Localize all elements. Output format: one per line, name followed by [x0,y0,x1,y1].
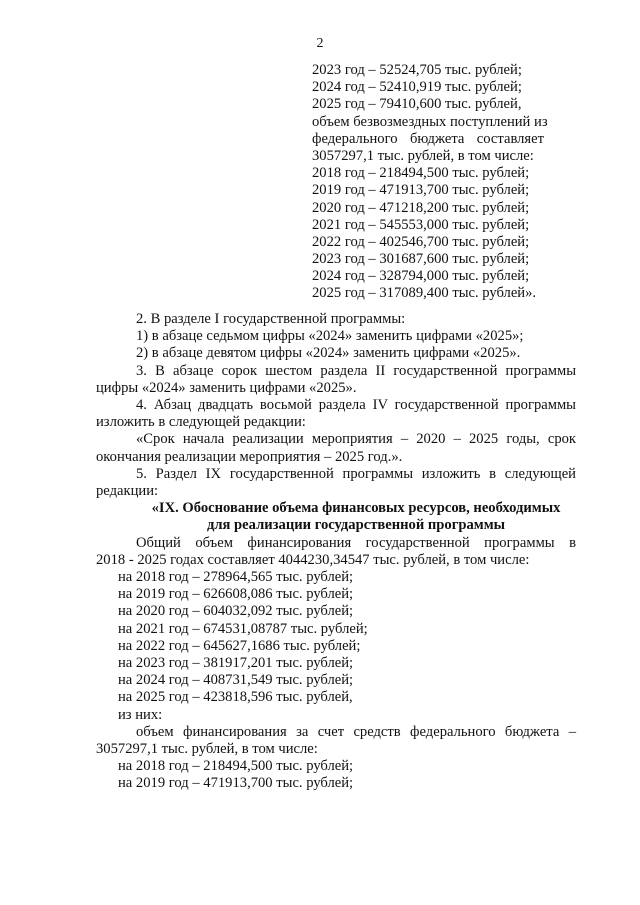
total-year-line: на 2018 год – 278964,565 тыс. рублей; [118,569,354,586]
item-3-line-2: цифры «2024» заменить цифрами «2025». [96,379,357,396]
total-funding-line-1: Общий объем финансирования государственной программы в [136,534,576,551]
federal-year-line: 2018 год – 218494,500 тыс. рублей; [312,165,530,182]
item-5-line-1: 5. Раздел IX государственной программы изложить в следующей [136,465,576,482]
item-5-line-2: редакции: [96,483,159,500]
federal-year-line: 2023 год – 301687,600 тыс. рублей; [312,251,530,268]
federal-year-line: 2022 год – 402546,700 тыс. рублей; [312,233,530,250]
item-3-line-1: 3. В абзаце сорок шестом раздела II государственной программы [136,362,576,379]
federal-intro-line: федерального бюджета составляет [312,130,544,147]
federal-intro-line: 3057297,1 тыс. рублей, в том числе: [312,147,534,164]
quote-line-2: окончания реализации мероприятия – 2025 год.». [96,448,403,465]
right-column-budget [312,62,548,303]
federal-year-line: 2025 год – 317089,400 тыс. рублей». [312,285,537,302]
total-year-line: на 2019 год – 626608,086 тыс. рублей; [118,586,354,603]
federal-intro-line: объем безвозмездных поступлений из [312,113,548,130]
section-heading-line-1: «IX. Обоснование объема финансовых ресурсов, необходимых [151,500,561,517]
federal-funding-line-2: 3057297,1 тыс. рублей, в том числе: [96,741,318,758]
total-year-line: на 2024 год – 408731,549 тыс. рублей; [118,672,354,689]
section-heading-line-2: для реализации государственной программы [206,517,506,534]
federal-funding-line-1: объем финансирования за счет средств федерального бюджета – [136,723,576,740]
document-body [96,311,576,793]
federal-year-line: на 2018 год – 218494,500 тыс. рублей; [118,758,354,775]
year-line: 2025 год – 79410,600 тыс. рублей, [312,96,522,113]
item-2-sub-2: 2) в абзаце девятом цифры «2024» заменить цифрами «2025». [136,345,521,362]
item-4-line-1: 4. Абзац двадцать восьмой раздела IV государственной программы [136,397,576,414]
item-4-line-2: изложить в следующей редакции: [96,414,306,431]
item-2-sub-1: 1) в абзаце седьмом цифры «2024» заменить цифрами «2025»; [136,328,524,345]
year-line: 2023 год – 52524,705 тыс. рублей; [312,62,522,78]
quote-line-1: «Срок начала реализации мероприятия – 2020 – 2025 годы, срок [136,431,576,448]
of-them-label: из них: [118,706,163,723]
page-number: 2 [316,36,324,51]
federal-year-line: 2021 год – 545553,000 тыс. рублей; [312,216,530,233]
federal-year-line: на 2019 год – 471913,700 тыс. рублей; [118,775,354,792]
total-year-line: на 2022 год – 645627,1686 тыс. рублей; [118,637,361,654]
item-2: 2. В разделе I государственной программы: [136,311,406,327]
total-year-line: на 2020 год – 604032,092 тыс. рублей; [118,603,354,620]
total-year-line: на 2023 год – 381917,201 тыс. рублей; [118,655,354,672]
total-year-line: на 2025 год – 423818,596 тыс. рублей, [118,689,353,706]
year-line: 2024 год – 52410,919 тыс. рублей; [312,79,522,96]
total-year-line: на 2021 год – 674531,08787 тыс. рублей; [118,620,368,637]
federal-year-line: 2024 год – 328794,000 тыс. рублей; [312,268,530,285]
federal-year-line: 2019 год – 471913,700 тыс. рублей; [312,182,530,199]
total-funding-line-2: 2018 - 2025 годах составляет 4044230,34547 тыс. рублей, в том числе: [96,551,530,568]
federal-year-line: 2020 год – 471218,200 тыс. рублей; [312,199,530,216]
